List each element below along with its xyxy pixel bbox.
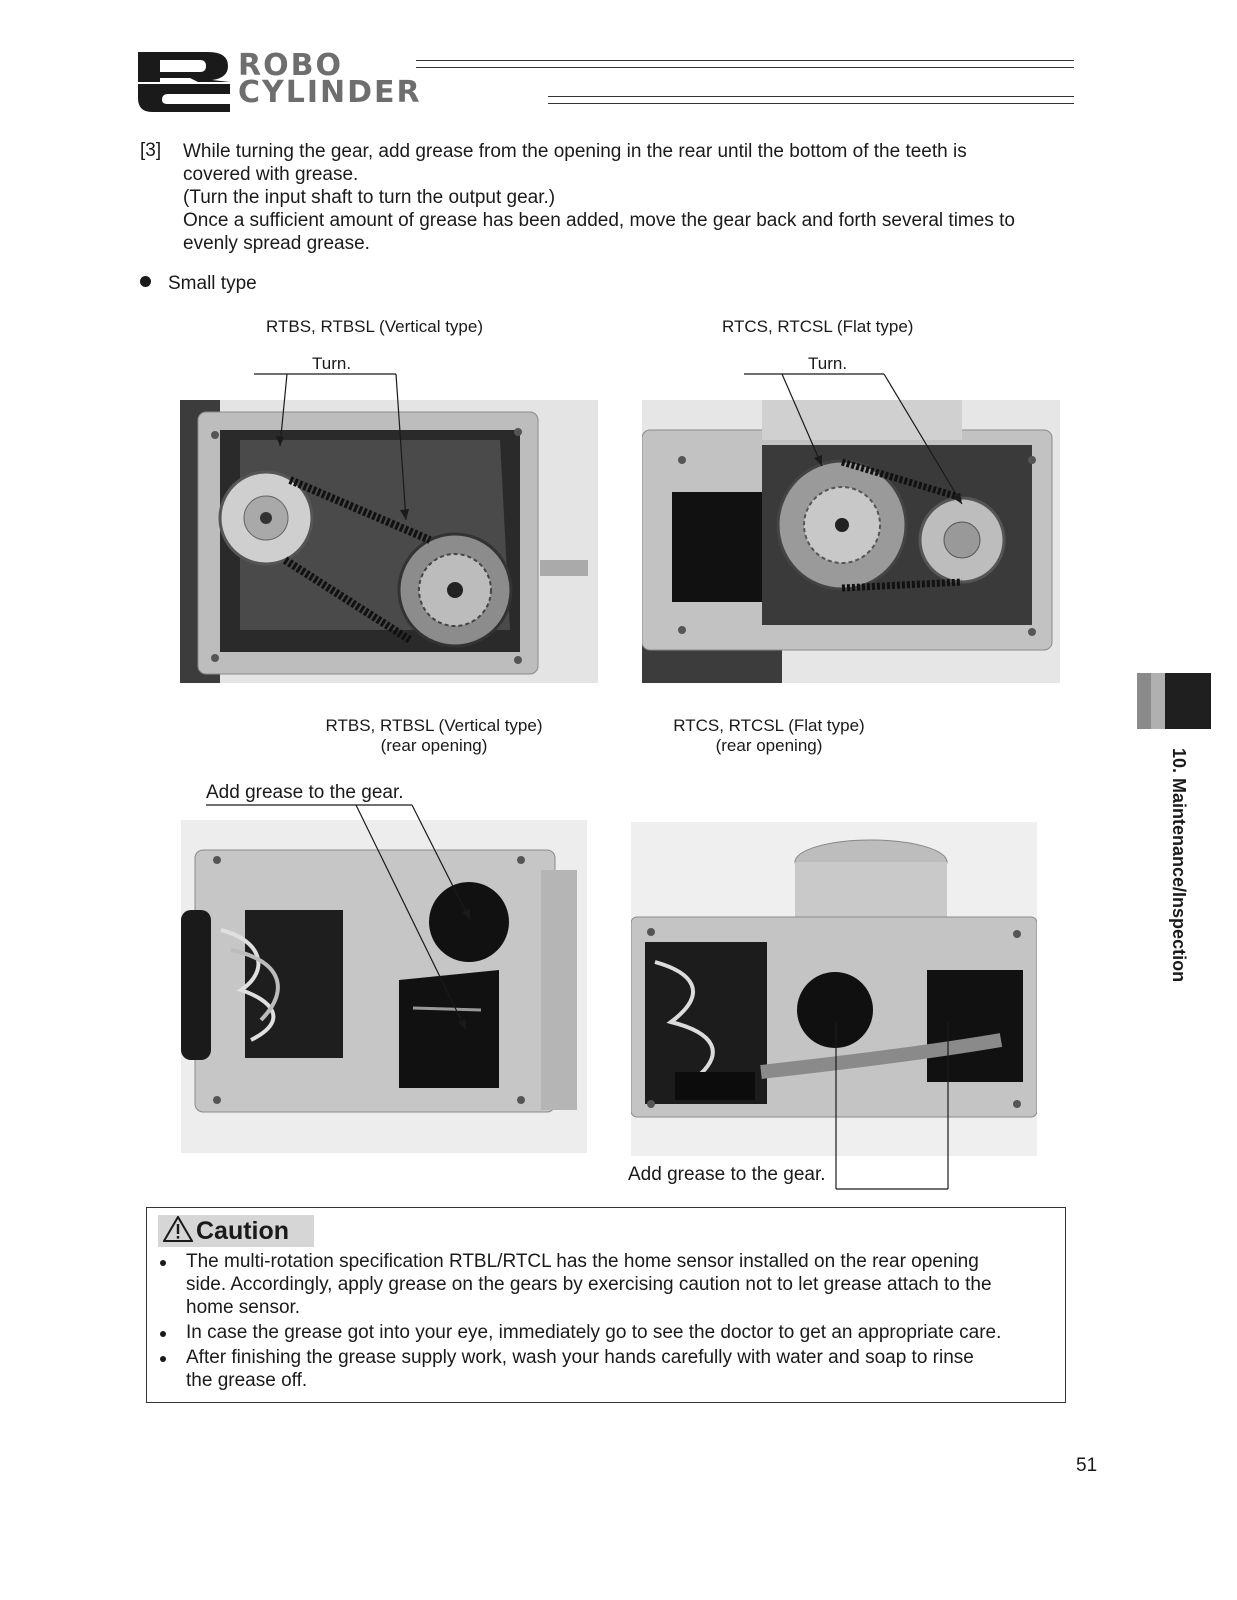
caution-item <box>158 1250 1058 1319</box>
step-line: covered with grease. <box>183 164 359 185</box>
step-line: While turning the gear, add grease from the opening in the rear until the bottom of the teeth is <box>183 141 967 162</box>
step-instructions <box>183 140 1083 255</box>
caution-item-line: the grease off. <box>186 1370 308 1391</box>
photo-flat-type-gearbox <box>642 400 1060 683</box>
caption-bottom-left-line1: RTBS, RTBSL (Vertical type) <box>325 716 543 735</box>
caution-item <box>158 1346 1058 1392</box>
step-line: (Turn the input shaft to turn the output gear.) <box>183 187 556 208</box>
photo-vertical-type-gearbox <box>180 400 598 683</box>
turn-label-left: Turn. <box>312 354 352 373</box>
step-number: [3] <box>140 140 162 161</box>
grease-label-right: Add grease to the gear. <box>628 1164 826 1185</box>
grease-label-left: Add grease to the gear. <box>206 782 404 803</box>
caption-bottom-right-line1: RTCS, RTCSL (Flat type) <box>673 716 865 735</box>
step-line: evenly spread grease. <box>183 233 370 254</box>
chapter-side-label: 10. Maintenance/Inspection <box>1169 748 1189 983</box>
header-rule-bottom <box>548 96 1074 104</box>
side-tab-marker <box>1165 673 1211 729</box>
header-rule-top <box>416 60 1074 68</box>
side-tab-stripe-1 <box>1137 673 1151 729</box>
bullet-icon <box>160 1260 166 1266</box>
photo-flat-rear-opening <box>631 822 1037 1156</box>
robo-cylinder-logo-mark <box>138 52 230 112</box>
side-tab-stripe-2 <box>1151 673 1165 729</box>
caution-item-line: The multi-rotation specification RTBL/RTCL has the home sensor installed on the rear opening <box>186 1251 979 1272</box>
photo-vertical-rear-opening <box>181 820 587 1153</box>
section-label: Small type <box>168 273 257 294</box>
robo-cylinder-logo-text <box>238 48 422 110</box>
caution-title <box>158 1215 314 1247</box>
caution-item-line: side. Accordingly, apply grease on the gears by exercising caution not to let grease attach to the <box>186 1274 992 1295</box>
bullet-icon <box>160 1356 166 1362</box>
section-bullet <box>140 273 257 295</box>
caption-bottom-left <box>300 716 568 756</box>
caution-item-line: In case the grease got into your eye, immediately go to see the doctor to get an appropriate care. <box>186 1322 1002 1343</box>
caption-bottom-right <box>660 716 878 756</box>
logo-line-cylinder: CYLINDER <box>238 75 422 110</box>
warning-triangle-icon <box>163 1216 193 1250</box>
page-number: 51 <box>1076 1455 1098 1476</box>
turn-label-right: Turn. <box>808 354 848 373</box>
bullet-icon <box>160 1331 166 1337</box>
bullet-icon <box>140 276 151 287</box>
logo-line-robo: ROBO <box>238 48 343 83</box>
caution-item-line: After finishing the grease supply work, wash your hands carefully with water and soap to rinse <box>186 1347 974 1368</box>
caption-top-right: RTCS, RTCSL (Flat type) <box>722 317 914 336</box>
caution-item-line: home sensor. <box>186 1297 301 1318</box>
caption-bottom-left-line2: (rear opening) <box>380 736 488 755</box>
caption-bottom-right-line2: (rear opening) <box>715 736 823 755</box>
caution-item <box>158 1321 1058 1344</box>
caution-list <box>158 1250 1058 1394</box>
caption-top-left: RTBS, RTBSL (Vertical type) <box>266 317 483 336</box>
caution-title-text: Caution <box>196 1217 290 1245</box>
step-line: Once a sufficient amount of grease has been added, move the gear back and forth several times to <box>183 210 1015 231</box>
